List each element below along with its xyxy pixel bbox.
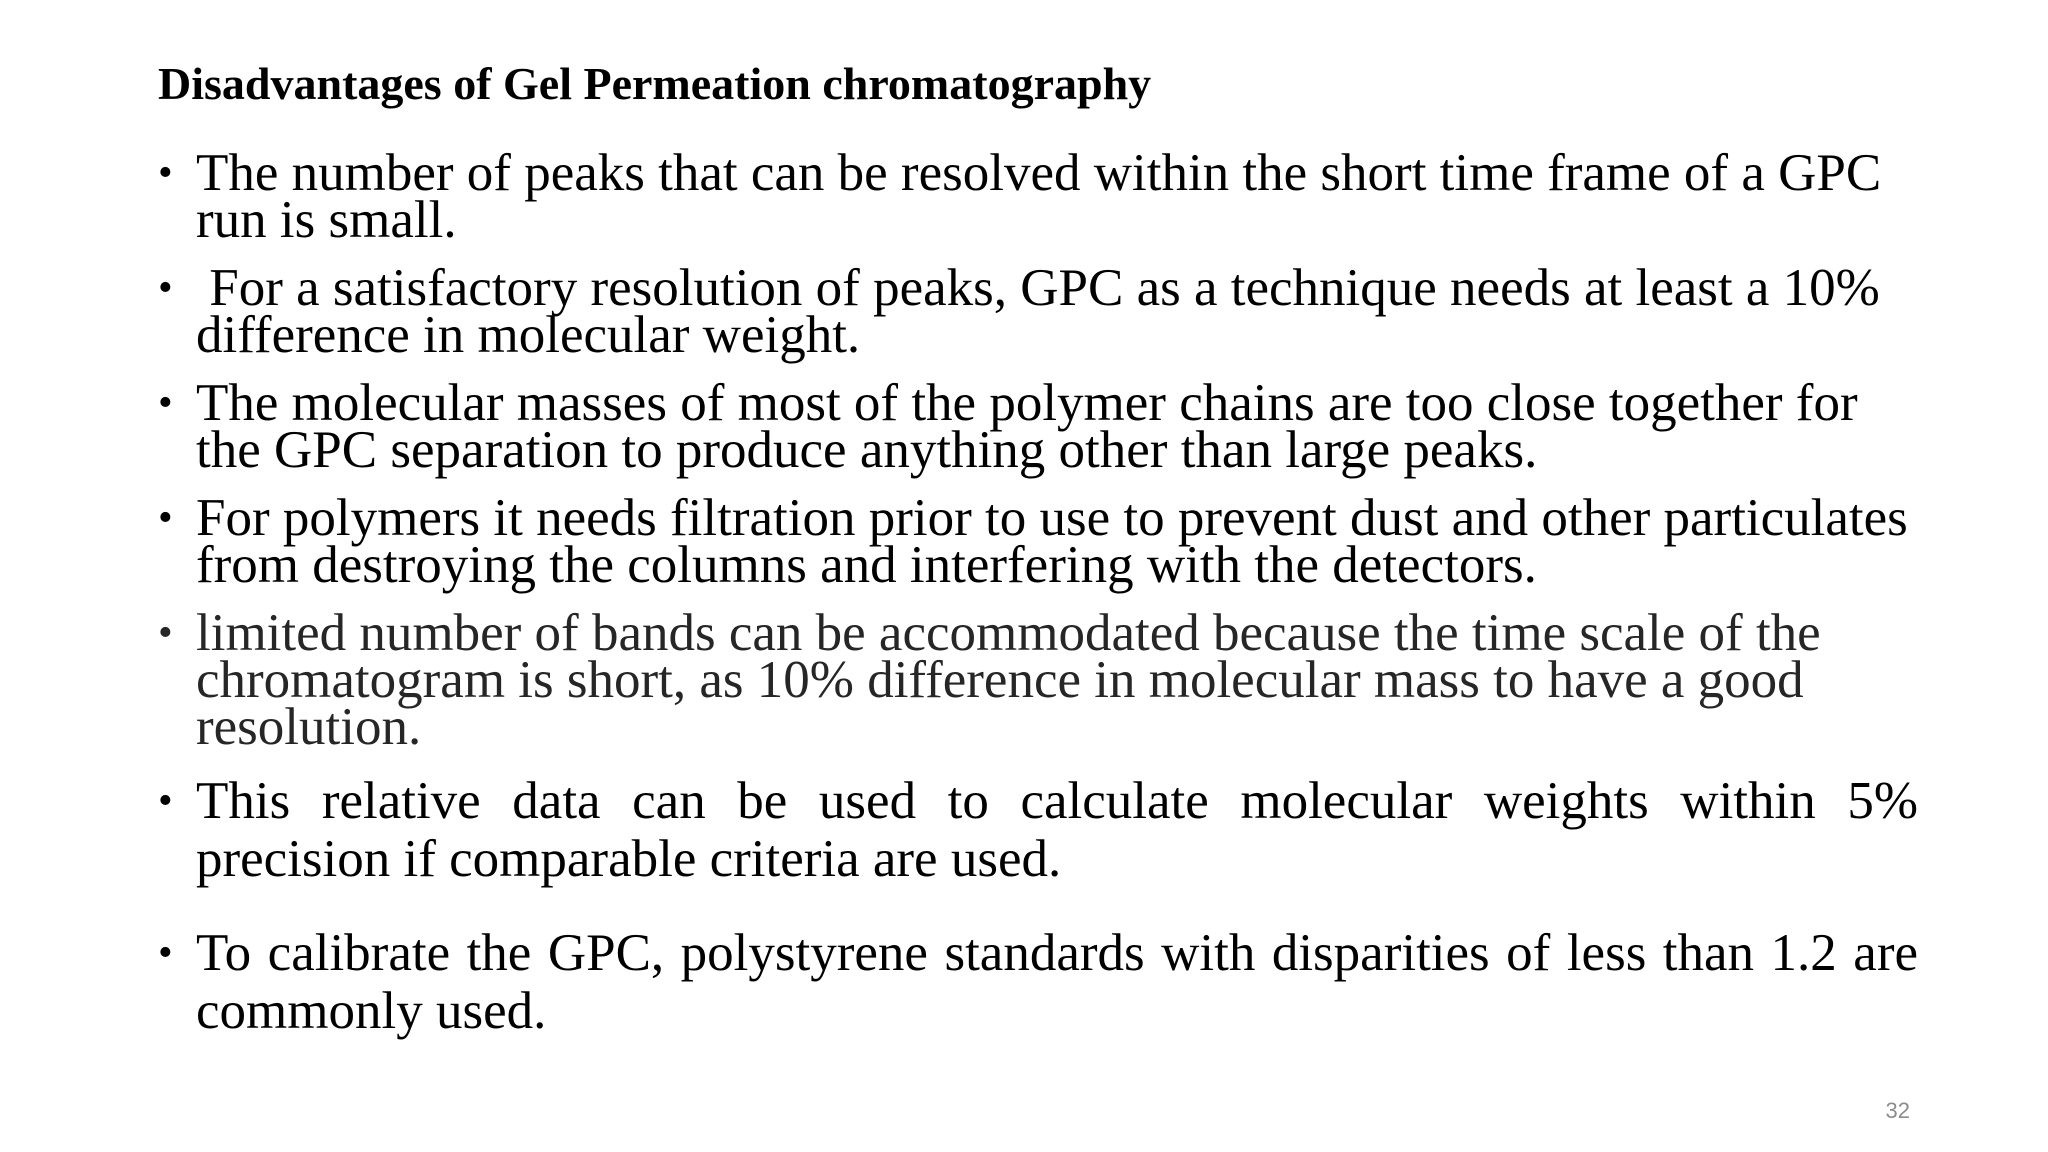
bullet-item: [158, 772, 1918, 888]
bullet-marker: •: [158, 380, 173, 426]
bullet-marker: •: [158, 930, 173, 976]
bullet-item: [158, 489, 1918, 594]
bullet-list: [158, 144, 1918, 1076]
bullet-text: To calibrate the GPC, polystyrene standards with disparities of less than 1.2 are commonly used.: [196, 924, 1918, 1040]
bullet-marker: •: [158, 610, 173, 656]
bullet-text: The molecular masses of most of the polymer chains are too close together for the GPC separation to produce anything other than large peaks.: [196, 374, 1858, 479]
bullet-text: limited number of bands can be accommodated because the time scale of the chromatogram is short, as 10% difference in molecular mass to have a good resolution.: [196, 604, 1821, 756]
bullet-item: [158, 374, 1918, 479]
bullet-marker: •: [158, 265, 173, 311]
bullet-item: [158, 144, 1918, 249]
bullet-text: This relative data can be used to calculate molecular weights within 5% precision if comparable criteria are used.: [196, 772, 1918, 888]
bullet-text: For a satisfactory resolution of peaks, GPC as a technique needs at least a 10% difference in molecular weight.: [196, 259, 1894, 364]
bullet-text: For polymers it needs filtration prior to use to prevent dust and other particulates from destroying the columns and interfering with the detectors.: [196, 489, 1908, 594]
slide-title: Disadvantages of Gel Permeation chromatography: [158, 58, 1152, 109]
bullet-item: [158, 259, 1918, 364]
bullet-marker: •: [158, 778, 173, 824]
bullet-item: [158, 924, 1918, 1040]
page-number: 32: [1885, 1098, 1910, 1123]
bullet-marker: •: [158, 495, 173, 541]
bullet-text: The number of peaks that can be resolved within the short time frame of a GPC run is small.: [196, 144, 1882, 249]
bullet-marker: •: [158, 150, 173, 196]
bullet-item: [158, 604, 1918, 756]
